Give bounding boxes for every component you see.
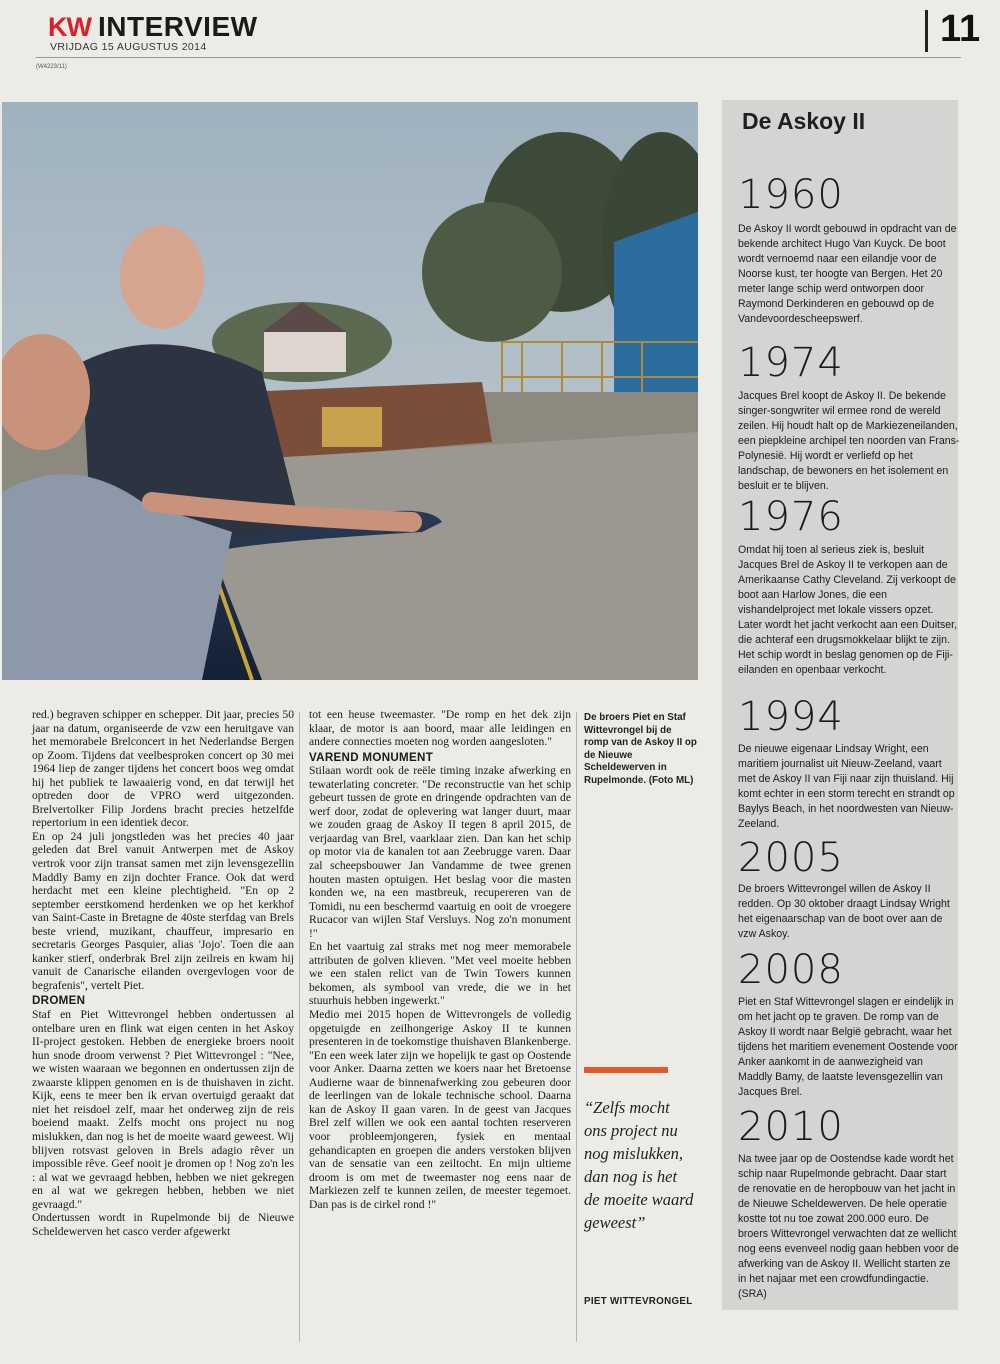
page-number: 11 [940,8,981,50]
timeline-year: 1994 [738,694,844,740]
timeline-text: De Askoy II wordt gebouwd in opdracht van de bekende architect Hugo Van Kuyck. De boot wordt vernoemd naar een eilandje voor de Noorse kust, ter hoogte van Bergen. Het 20 meter lange schip werd ontworpen door Raymond Derkinderen en gebouwd op de Vandevoordescheepswerf. [738,223,957,325]
article-column-1 [32,708,294,1238]
timeline-text: De broers Wittevrongel willen de Askoy II redden. Op 30 oktober draagt Lindsay Wright het eigenaarschap van de boot over aan de vzw Askoy. [738,883,950,940]
paragraph: Ondertussen wordt in Rupelmonde bij de Nieuwe Scheldewerven het casco verder afgewerkt [32,1211,294,1238]
timeline-text: Jacques Brel koopt de Askoy II. De bekende singer-songwriter wil ermee rond de wereld zeilen. Hij houdt halt op de Markiezeneilanden, een piepkleine archipel ten noorden van Frans-Polynesië. Hij wordt er verliefd op het landschap, de bewoners en het isolement en besluit er te blijven. [738,390,960,492]
timeline-text: Na twee jaar op de Oostendse kade wordt het schip naar Rupelmonde gebracht. Daar start de renovatie en de heropbouw van het jacht in de Nieuwe Scheldewerven. De hele operatie kostte tot nu toe zowat 200.000 euro. De broers Wittevrongel verwachten dat ze wellicht nog eens evenveel nodig gaan hebben voor de afwerking van de Askoy II. Wellicht starten ze in het najaar met een crowdfundingactie. (SRA) [738,1153,959,1300]
timeline-year: 1976 [738,494,844,540]
timeline-year: 2005 [738,835,844,881]
pull-quote: “Zelfs mocht ons project nu nog mislukken, dan nog is het de moeite waard geweest” [584,1098,694,1232]
issue-date: VRIJDAG 15 AUGUSTUS 2014 [50,41,207,53]
subheading: DROMEN [32,994,86,1008]
paragraph: En het vaartuig zal straks met nog meer memorabele attributen de golven klieven. "Met veel moeite hebben we een stalen relict van de Twin Towers kunnen bekomen, als symbool van vrede, die we in het stuurhuis hebben ingewerkt." [309,940,571,1008]
timeline-year: 1974 [738,340,844,386]
timeline-text: Piet en Staf Wittevrongel slagen er eindelijk in om het jacht op te graven. De romp van de Askoy II wordt naar België gebracht, waar het tijdens het maritiem evenement Oostende voor Anker aankomt in de aanwezigheid van Maddly Bamy, de laatste levensgezellin van Jacques Brel. [738,996,958,1098]
paragraph: Stilaan wordt ook de reële timing inzake afwerking en tewaterlating concreter. "De reconstructie van het schip gebeurt tussen de grote en dringende opdrachten van de werf door, zodat de oplevering wat langer duurt, maar we zouden graag de Askoy II tegen 8 april 2015, de verjaardag van Brel, vaarklaar zien. Dan kan het schip op motor via de kanalen tot aan Zeebrugge varen. Daar zal scheepsbouwer Jan Vandamme de twee grenen houten masten optuigen. Het beslag voor die masten konden we, na een mastbreuk, recupereren van de Tomidi, nu een beschermd vaartuig en ooit de vroegere Rucacor van wijlen Staf Versluys. Nog zo'n monument !" [309,764,571,940]
paragraph: Staf en Piet Wittevrongel hebben ondertussen al ontelbare uren en flink wat eigen centen in het Askoy II-project gestoken. Hebben de energieke broers nooit hun snode droom verwenst ? Piet Wittevrongel : "Nee, we wisten waaraan we begonnen en ondertussen zijn de zwaarste klippen genomen en is de thuishaven in zicht. Kijk, eens te meer ben ik ervan overtuigd geraakt dat niet het reisdoel zelf, maar het onderweg zijn de reis boeiend maakt. Zelfs mocht ons project nu nog mislukken, dan nog is het de moeite waard geweest. Wij blijven rotsvast geloven in Brels adagio rêver un impossible rêve. Geef nooit je dromen op ! Nog zo'n les : al wat we gevraagd hebben, hebben we niet gekregen en al wat we gekregen hebben, hebben we niet gevraagd." [32,1008,294,1211]
paragraph: red.) begraven schipper en schepper. Dit jaar, precies 50 jaar na datum, organiseerde de vzw een heruitgave van het memorabele Brelconcert in het Nederlandse Bergen op Zoom. Tijdens dat veelbesproken concert op 30 mei 1964 liep de zanger tijdens het concert boos weg omdat hij het publiek te lawaaierig vond, en dat terwijl het optreden door de VPRO werd uitgezonden. Brelvertolker Filip Jordens bracht precies hetzelfde repertorium in een identiek decor. [32,708,294,830]
pull-quote-attribution: PIET WITTEVRONGEL [584,1296,693,1307]
header-divider [36,57,961,58]
article-photo [2,102,698,680]
page-reference: (W4223/11) [36,64,67,70]
column-divider [576,712,577,1342]
subheading: VAREND MONUMENT [309,750,434,764]
sidebar-title: De Askoy II [742,108,866,134]
section-title: INTERVIEW [98,11,258,42]
paragraph: En op 24 juli jongstleden was het precies 40 jaar geleden dat Brel vanuit Antwerpen met de Askoy vertrok voor zijn transat samen met zijn levensgezellin Maddly Bamy en zijn dochter France. Ook dat werd herdacht met een kleine plechtigheid. "En op 2 september eerstkomend herdenken we op het kerkhof van Saint-Caste in Bretagne de 40ste sterfdag van Brels beste vriend, muzikant, chauffeur, impresario en secretaris Georges Pasquier, alias 'Jojo'. Toen die aan kanker stierf, onderbrak Brel zijn zeilreis en kwam hij vanuit de Canarische eilanden overgevlogen voor de begrafenis", vertelt Piet. [32,829,294,992]
article-column-2 [309,708,571,1211]
paragraph: tot een heuse tweemaster. "De romp en het dek zijn klaar, de motor is aan boord, maar alle leidingen en andere connecties moeten nog worden aangesloten." [309,708,571,749]
page-number-divider [925,10,928,52]
timeline-text: Omdat hij toen al serieus ziek is, besluit Jacques Brel de Askoy II te verkopen aan de Amerikaanse Cathy Cleveland. Zij verkoopt de boot aan Harlow Jones, die een vishandelproject met lokale vissers opzet. Later wordt het jacht verkocht aan een Duitser, die achteraf een drugsmokkelaar blijkt te zijn. Het schip wordt in beslag genomen op de Fiji-eilanden en openbaar verkocht. [738,544,958,676]
timeline-year: 1960 [738,172,844,218]
timeline-text: De nieuwe eigenaar Lindsay Wright, een maritiem journalist uit Nieuw-Zeeland, vaart met de Askoy II van Fiji naar zijn thuisland. Hij komt echter in een storm terecht en strandt op Baylys Beach, in het noordwesten van Nieuw-Zeeland. [738,743,955,830]
quote-accent-bar [584,1067,668,1073]
timeline-year: 2008 [738,947,844,993]
paragraph: Medio mei 2015 hopen de Wittevrongels de volledig opgetuigde en zeilhongerige Askoy II te kunnen presenteren in de toekomstige thuishaven Blankenberge. "En een week later zijn we hopelijk te gast op Oostende voor Anker. Daarna zetten we koers naar het Bretoense Audierne waar de binnenafwerking zou gebeuren door de leerlingen van de lokale technische school. Daarna kan de Askoy II gaan varen. In de geest van Jacques Brel zelf willen we ook een aantal tochten reserveren voor probleemjongeren, fysiek en mentaal gehandicapten en groepen die anders verstoken blijven van de sensatie van een zeiltocht. En mijn ultieme droom is om met de tweemaster nog eens naar de Markiezen zelf te kunnen zeilen, de meester tegemoet. Dan pas is de cirkel rond !" [309,1008,571,1211]
column-divider [299,712,300,1342]
brand-logo: KW [48,12,91,42]
photo-caption: De broers Piet en Staf Wittevrongel bij de romp van de Askoy II op de Nieuwe Scheldewerven in Rupelmonde. (Foto ML) [584,712,697,786]
timeline-year: 2010 [738,1104,844,1150]
